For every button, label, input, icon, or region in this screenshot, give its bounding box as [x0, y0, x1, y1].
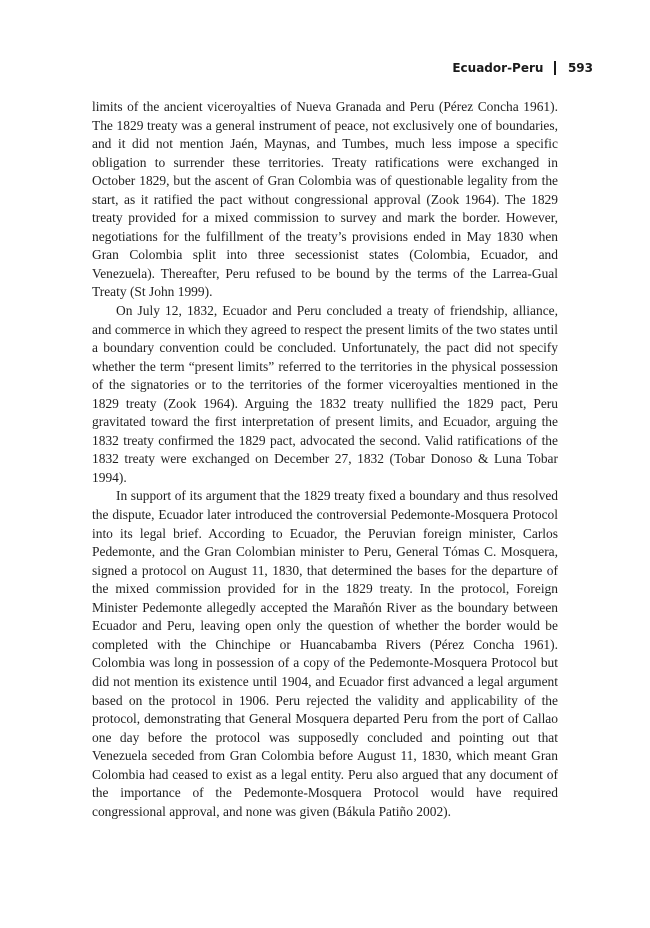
paragraph: In support of its argument that the 1829 treaty fixed a boundary and thus resolved the dispute, Ecuador later introduced the controversial Pedemonte-Mosquera Protocol into its legal brief. According to Ecuador, the Peruvian foreign minister, Carlos Pedemonte, and the Gran Colombian minister to Peru, General Tómas C. Mosquera, signed a protocol on August 11, 1830, that determined the bases for the departure of the mixed commission provided for in the 1829 treaty. In the protocol, Foreign Minister Pedemonte allegedly accepted the Marañón River as the boundary between Ecuador and Peru, leaving open only the question of whether the border would be completed with the Chinchipe or Huancabamba Rivers (Pérez Concha 1961). Colombia was long in possession of a copy of the Pedemonte-Mosquera Protocol but did not mention its existence until 1904, and Ecuador first advanced a legal argument based on the protocol in 1906. Peru rejected the validity and applicability of the protocol, demonstrating that General Mosquera departed Peru from the port of Callao one day before the protocol was supposedly concluded and pointing out that Venezuela seceded from Gran Colombia before August 11, 1830, which meant Gran Colombia had ceased to exist as a legal entity. Peru also argued that any document of the importance of the Pedemonte-Mosquera Protocol would have required congressional approval, and none was given (Bákula Patiño 2002). [92, 488, 558, 819]
running-head [92, 59, 593, 77]
page-number: 593 [567, 61, 593, 75]
running-title: Ecuador-Peru [452, 61, 544, 75]
paragraph: On July 12, 1832, Ecuador and Peru concluded a treaty of friendship, alliance, and commerce in which they agreed to respect the present limits of the two states until a boundary convention could be concluded. Unfortunately, the pact did not specify whether the term “present limits” referred to the territories in the physical possession of the signatories or to the territories of the former viceroyalties mentioned in the 1829 treaty (Zook 1964). Arguing the 1832 treaty nullified the 1829 pact, Peru gravitated toward the first interpretation of present limits, and Ecuador, arguing the 1832 treaty confirmed the 1829 pact, advocated the second. Valid ratifications of the 1832 treaty were exchanged on December 27, 1832 (Tobar Donoso & Luna Tobar 1994). [92, 303, 558, 485]
body-text [92, 98, 558, 821]
paragraph-continued: limits of the ancient viceroyalties of Nueva Granada and Peru (Pérez Concha 1961). The 1829 treaty was a general instrument of peace, not exclusively one of boundaries, and it did not mention Jaén, Maynas, and Tumbes, much less impose a specific obligation to surrender these territories. Treaty ratifications were exchanged in October 1829, but the ascent of Gran Colombia was of questionable legality from the start, as it ratified the pact without congressional approval (Zook 1964). The 1829 treaty provided for a mixed commission to survey and mark the border. However, negotiations for the fulfillment of the treaty’s provisions ended in May 1830 when Gran Colombia split into three secessionist states (Colombia, Ecuador, and Venezuela). Thereafter, Peru refused to be bound by the terms of the Larrea-Gual Treaty (St John 1999). [92, 99, 558, 300]
header-separator [554, 61, 556, 75]
